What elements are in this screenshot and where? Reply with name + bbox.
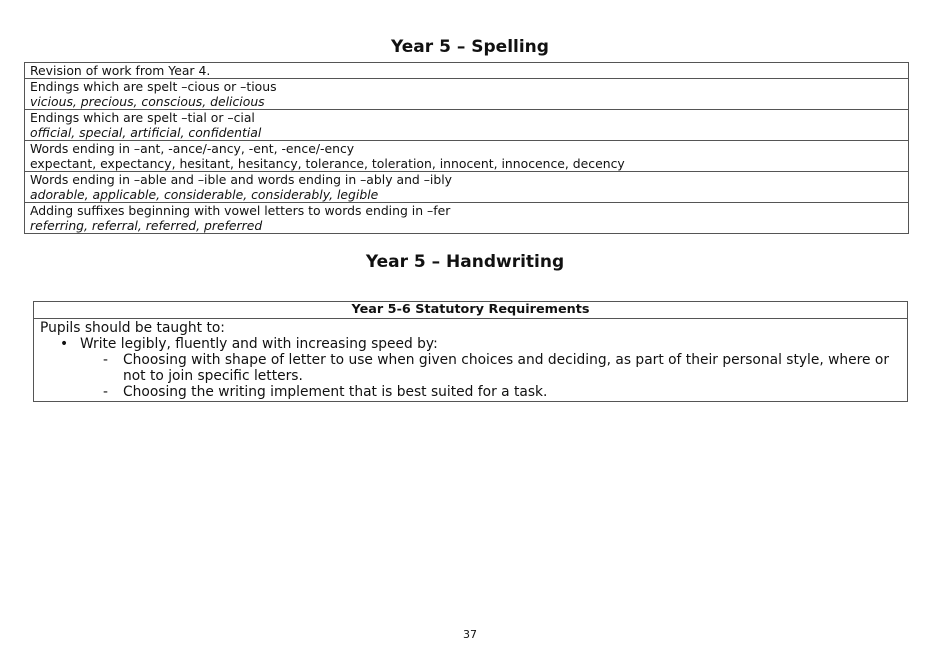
table-row: [25, 63, 909, 79]
table-row: [25, 110, 909, 141]
bullet-icon: •: [60, 336, 69, 352]
table-row: [25, 79, 909, 110]
table-cell: [25, 141, 909, 172]
bullet-text: Write legibly, fluently and with increasing speed by:: [80, 336, 438, 352]
spelling-rule: Words ending in –able and –ible and words ending in –ably and –ibly: [30, 172, 453, 187]
table-cell: [25, 172, 909, 203]
page-number: 37: [463, 628, 477, 641]
dash-icon: -: [103, 384, 108, 400]
table-header-row: [34, 302, 908, 319]
spelling-examples: vicious, precious, conscious, delicious: [30, 94, 265, 109]
spelling-rule: Endings which are spelt –tial or –cial: [30, 110, 255, 125]
table-cell: [34, 319, 908, 402]
table-cell: [25, 203, 909, 234]
bullet-item: [40, 336, 901, 352]
table-cell: [25, 110, 909, 141]
table-row: [25, 141, 909, 172]
handwriting-title: Year 5 – Handwriting: [365, 252, 565, 272]
sub-point-text: Choosing with shape of letter to use when given choices and deciding, as part of their personal style, where or not to join specific letters.: [123, 352, 890, 384]
dash-icon: -: [103, 352, 108, 368]
statutory-requirements-header: Year 5-6 Statutory Requirements: [34, 302, 908, 319]
handwriting-intro: Pupils should be taught to:: [40, 320, 225, 336]
handwriting-table: [33, 301, 908, 402]
spelling-table: [24, 62, 909, 234]
table-cell: [25, 79, 909, 110]
sub-point-text: Choosing the writing implement that is best suited for a task.: [123, 384, 548, 400]
spelling-rule: Words ending in –ant, -ance/-ancy, -ent, -ence/-ency: [30, 141, 355, 156]
sub-point: [40, 384, 901, 400]
spelling-rule: Endings which are spelt –cious or –tious: [30, 79, 277, 94]
spelling-rule: Adding suffixes beginning with vowel letters to words ending in –fer: [30, 203, 451, 218]
table-row: [25, 172, 909, 203]
spelling-examples: expectant, expectancy, hesitant, hesitancy, tolerance, toleration, innocent, innocence, decency: [30, 156, 625, 171]
spelling-examples: referring, referral, referred, preferred: [30, 218, 263, 233]
sub-point: [40, 352, 901, 384]
spelling-rule: Revision of work from Year 4.: [30, 63, 211, 78]
spelling-title: Year 5 – Spelling: [391, 37, 549, 57]
spelling-examples: official, special, artificial, confidential: [30, 125, 262, 140]
spelling-examples: adorable, applicable, considerable, considerably, legible: [30, 187, 379, 202]
table-cell: [25, 63, 909, 79]
table-row: [34, 319, 908, 402]
table-row: [25, 203, 909, 234]
